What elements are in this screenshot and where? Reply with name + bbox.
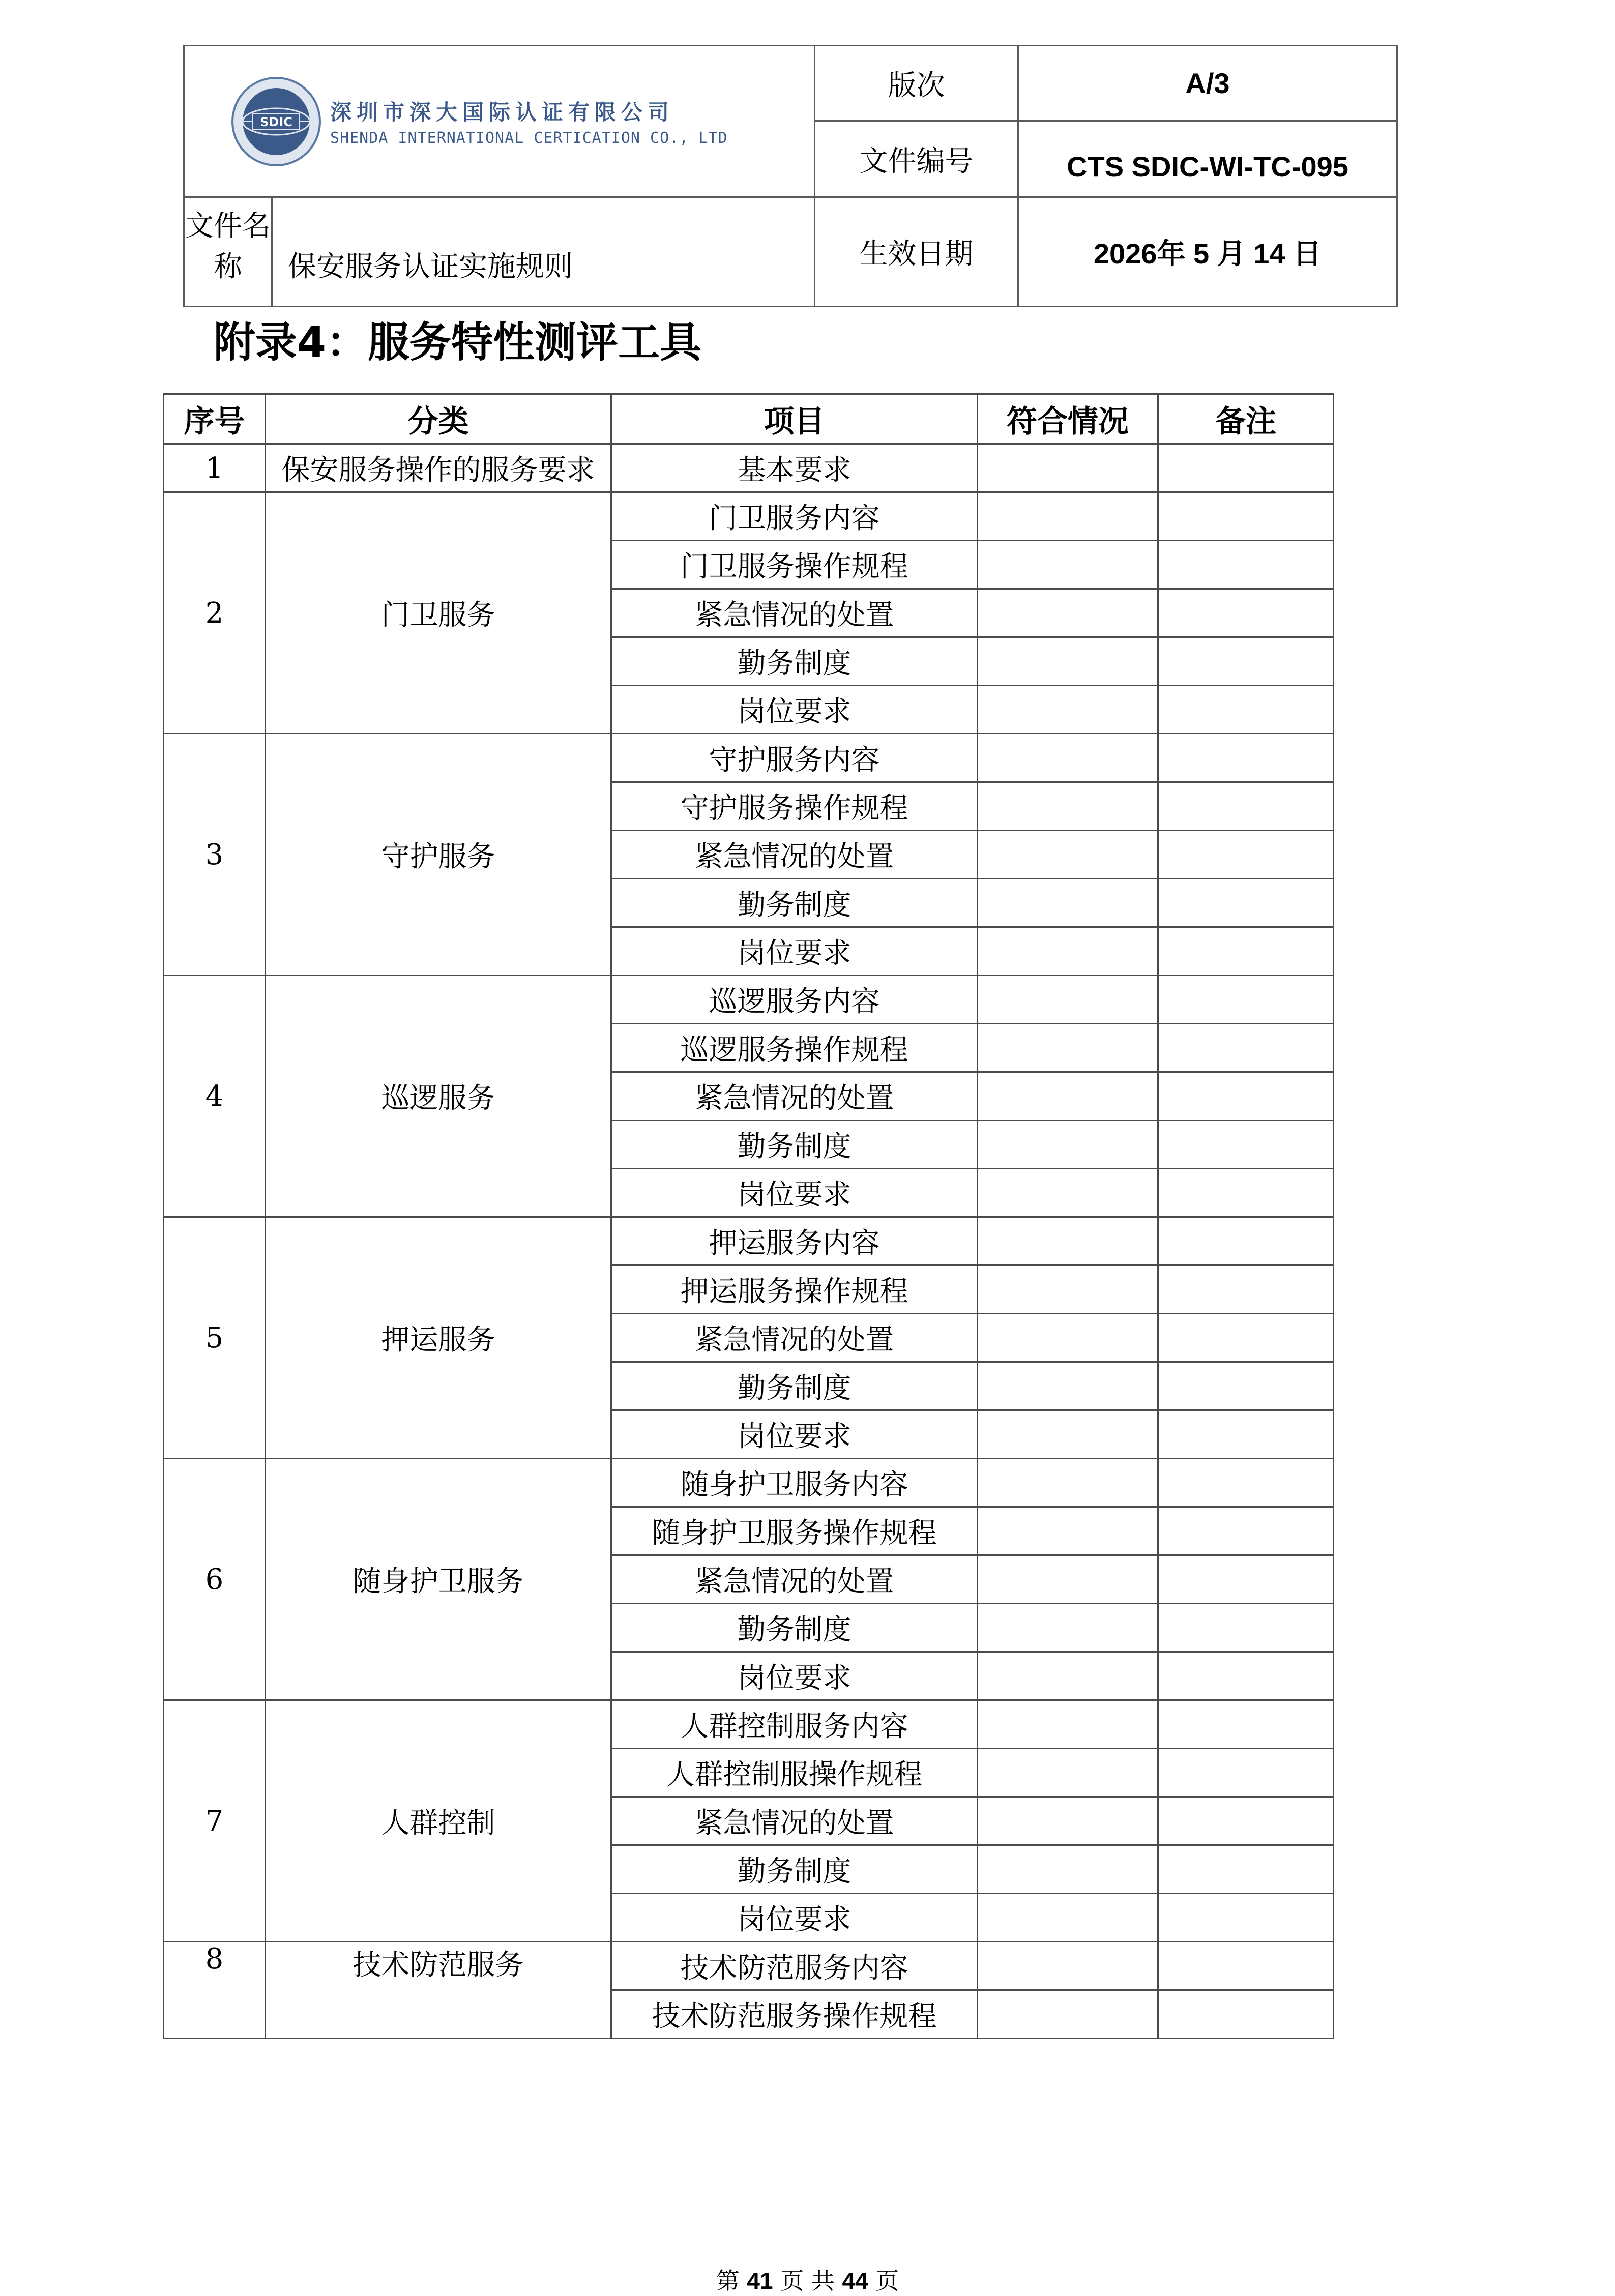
effective-date-label: 生效日期 [815, 197, 1018, 307]
remarks-cell[interactable] [1158, 1314, 1334, 1362]
remarks-cell[interactable] [1158, 831, 1334, 879]
conformity-cell[interactable] [978, 541, 1158, 589]
footer-prefix: 第 [716, 2267, 740, 2294]
item-cell: 技术防范服务内容 [611, 1942, 978, 1990]
doc-name-label: 文件名称 [185, 198, 273, 306]
conformity-cell[interactable] [978, 1314, 1158, 1362]
remarks-cell[interactable] [1158, 1652, 1334, 1700]
remarks-cell[interactable] [1158, 976, 1334, 1024]
row-number: 1 [164, 444, 266, 492]
item-cell: 紧急情况的处置 [611, 1555, 978, 1604]
conformity-cell[interactable] [978, 1990, 1158, 2039]
item-cell: 押运服务内容 [611, 1217, 978, 1265]
item-cell: 随身护卫服务内容 [611, 1459, 978, 1507]
conformity-cell[interactable] [978, 1169, 1158, 1217]
item-cell: 勤务制度 [611, 637, 978, 686]
remarks-cell[interactable] [1158, 1604, 1334, 1652]
footer-total-pages: 44 [842, 2268, 868, 2294]
remarks-cell[interactable] [1158, 444, 1334, 492]
category-cell: 保安服务操作的服务要求 [266, 444, 611, 492]
remarks-cell[interactable] [1158, 1555, 1334, 1604]
item-cell: 守护服务内容 [611, 734, 978, 782]
item-cell: 随身护卫服务操作规程 [611, 1507, 978, 1555]
page-footer [0, 2262, 1615, 2296]
conformity-cell[interactable] [978, 879, 1158, 927]
conformity-cell[interactable] [978, 1507, 1158, 1555]
category-cell: 押运服务 [266, 1217, 611, 1459]
company-name-en: SHENDA INTERNATIONAL CERTICATION CO., LTD [330, 129, 728, 147]
item-cell: 人群控制服操作规程 [611, 1749, 978, 1797]
evaluation-table [163, 393, 1334, 2039]
logo-cell [184, 46, 815, 197]
conformity-cell[interactable] [978, 1024, 1158, 1072]
document-header-table [183, 45, 1398, 307]
remarks-cell[interactable] [1158, 1749, 1334, 1797]
item-cell: 勤务制度 [611, 1845, 978, 1894]
column-header: 项目 [611, 394, 978, 444]
conformity-cell[interactable] [978, 976, 1158, 1024]
item-cell: 门卫服务内容 [611, 492, 978, 541]
conformity-cell[interactable] [978, 1362, 1158, 1410]
item-cell: 技术防范服务操作规程 [611, 1990, 978, 2039]
remarks-cell[interactable] [1158, 1024, 1334, 1072]
item-cell: 紧急情况的处置 [611, 831, 978, 879]
remarks-cell[interactable] [1158, 734, 1334, 782]
conformity-cell[interactable] [978, 686, 1158, 734]
remarks-cell[interactable] [1158, 1121, 1334, 1169]
remarks-cell[interactable] [1158, 1942, 1334, 1990]
effective-date-value: 2026年 5 月 14 日 [1018, 197, 1397, 307]
conformity-cell[interactable] [978, 1072, 1158, 1121]
footer-suffix: 页 [875, 2267, 899, 2294]
item-cell: 岗位要求 [611, 927, 978, 976]
conformity-cell[interactable] [978, 1217, 1158, 1265]
item-cell: 勤务制度 [611, 1604, 978, 1652]
item-cell: 岗位要求 [611, 1410, 978, 1459]
column-header: 序号 [164, 394, 266, 444]
remarks-cell[interactable] [1158, 1362, 1334, 1410]
remarks-cell[interactable] [1158, 1265, 1334, 1314]
category-cell: 巡逻服务 [266, 976, 611, 1217]
conformity-cell[interactable] [978, 1700, 1158, 1749]
footer-middle: 页 共 [780, 2267, 835, 2294]
remarks-cell[interactable] [1158, 879, 1334, 927]
item-cell: 押运服务操作规程 [611, 1265, 978, 1314]
table-row [164, 976, 1334, 1024]
page-heading: 附录4：服务特性测评工具 [214, 318, 702, 367]
column-header: 符合情况 [978, 394, 1158, 444]
company-name-cn: 深圳市深大国际认证有限公司 [330, 100, 674, 125]
remarks-cell[interactable] [1158, 637, 1334, 686]
table-row [164, 1459, 1334, 1507]
remarks-cell[interactable] [1158, 1507, 1334, 1555]
row-number: 6 [164, 1459, 266, 1700]
item-cell: 巡逻服务内容 [611, 976, 978, 1024]
conformity-cell[interactable] [978, 1459, 1158, 1507]
conformity-cell[interactable] [978, 1942, 1158, 1990]
conformity-cell[interactable] [978, 782, 1158, 831]
doc-number-value: CTS SDIC-WI-TC-095 [1018, 121, 1397, 197]
item-cell: 门卫服务操作规程 [611, 541, 978, 589]
conformity-cell[interactable] [978, 637, 1158, 686]
category-cell: 门卫服务 [266, 492, 611, 734]
item-cell: 基本要求 [611, 444, 978, 492]
remarks-cell[interactable] [1158, 541, 1334, 589]
doc-name-cell [184, 197, 815, 307]
category-cell: 守护服务 [266, 734, 611, 976]
row-number: 2 [164, 492, 266, 734]
conformity-cell[interactable] [978, 927, 1158, 976]
category-cell: 技术防范服务 [266, 1942, 611, 2039]
conformity-cell[interactable] [978, 492, 1158, 541]
remarks-cell[interactable] [1158, 927, 1334, 976]
remarks-cell[interactable] [1158, 492, 1334, 541]
remarks-cell[interactable] [1158, 1797, 1334, 1845]
table-row [164, 444, 1334, 492]
category-cell: 随身护卫服务 [266, 1459, 611, 1700]
item-cell: 巡逻服务操作规程 [611, 1024, 978, 1072]
remarks-cell[interactable] [1158, 1217, 1334, 1265]
company-logo-icon [230, 76, 322, 167]
remarks-cell[interactable] [1158, 686, 1334, 734]
remarks-cell[interactable] [1158, 1072, 1334, 1121]
conformity-cell[interactable] [978, 831, 1158, 879]
remarks-cell[interactable] [1158, 1894, 1334, 1942]
conformity-cell[interactable] [978, 1845, 1158, 1894]
column-header: 备注 [1158, 394, 1334, 444]
category-cell: 人群控制 [266, 1700, 611, 1942]
remarks-cell[interactable] [1158, 1845, 1334, 1894]
conformity-cell[interactable] [978, 1121, 1158, 1169]
row-number: 3 [164, 734, 266, 976]
item-cell: 勤务制度 [611, 879, 978, 927]
remarks-cell[interactable] [1158, 1169, 1334, 1217]
item-cell: 紧急情况的处置 [611, 1314, 978, 1362]
table-row [164, 1942, 1334, 1990]
row-number: 7 [164, 1700, 266, 1942]
item-cell: 勤务制度 [611, 1121, 978, 1169]
logo-sdic-text: SDIC [260, 114, 292, 129]
remarks-cell[interactable] [1158, 1700, 1334, 1749]
item-cell: 岗位要求 [611, 686, 978, 734]
item-cell: 岗位要求 [611, 1652, 978, 1700]
row-number: 4 [164, 976, 266, 1217]
version-value: A/3 [1018, 46, 1397, 121]
conformity-cell[interactable] [978, 1797, 1158, 1845]
conformity-cell[interactable] [978, 1749, 1158, 1797]
table-row [164, 1700, 1334, 1749]
item-cell: 紧急情况的处置 [611, 1797, 978, 1845]
doc-number-label: 文件编号 [815, 121, 1018, 197]
row-number: 5 [164, 1217, 266, 1459]
conformity-cell[interactable] [978, 1894, 1158, 1942]
item-cell: 紧急情况的处置 [611, 1072, 978, 1121]
doc-name-value: 保安服务认证实施规则 [288, 250, 573, 283]
item-cell: 岗位要求 [611, 1894, 978, 1942]
item-cell: 守护服务操作规程 [611, 782, 978, 831]
item-cell: 人群控制服务内容 [611, 1700, 978, 1749]
remarks-cell[interactable] [1158, 1990, 1334, 2039]
item-cell: 紧急情况的处置 [611, 589, 978, 637]
table-row [164, 1217, 1334, 1265]
item-cell: 岗位要求 [611, 1169, 978, 1217]
conformity-cell[interactable] [978, 1555, 1158, 1604]
footer-page-number: 41 [747, 2268, 773, 2294]
conformity-cell[interactable] [978, 589, 1158, 637]
conformity-cell[interactable] [978, 1265, 1158, 1314]
table-row [164, 492, 1334, 541]
conformity-cell[interactable] [978, 1410, 1158, 1459]
remarks-cell[interactable] [1158, 782, 1334, 831]
row-number: 8 [164, 1942, 266, 2039]
conformity-cell[interactable] [978, 444, 1158, 492]
conformity-cell[interactable] [978, 1652, 1158, 1700]
remarks-cell[interactable] [1158, 589, 1334, 637]
version-label: 版次 [815, 46, 1018, 121]
remarks-cell[interactable] [1158, 1459, 1334, 1507]
table-row [164, 734, 1334, 782]
item-cell: 勤务制度 [611, 1362, 978, 1410]
column-header: 分类 [266, 394, 611, 444]
conformity-cell[interactable] [978, 1604, 1158, 1652]
remarks-cell[interactable] [1158, 1410, 1334, 1459]
conformity-cell[interactable] [978, 734, 1158, 782]
